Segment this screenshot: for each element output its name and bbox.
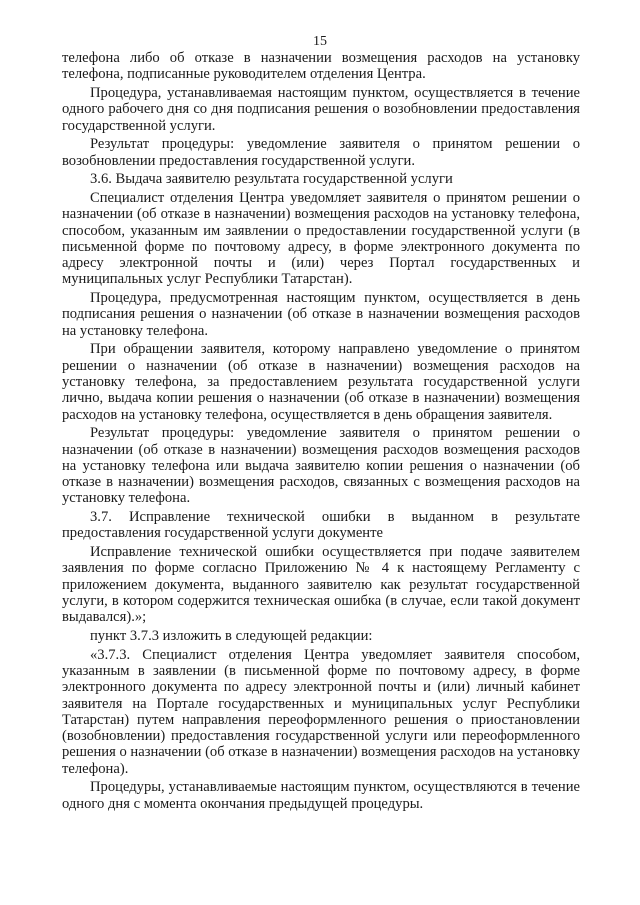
document-body (62, 50, 580, 814)
paragraph: Специалист отделения Центра уведомляет заявителя о принятом решении о назначении (об отказе в назначении) возмещения расходов на установку телефона, способом, указанным им заявлении о предоставлении государственной услуги (в письменной форме по почтовому адресу, в форме электронного документа по адресу электронной почты и (или) через Портал государственных и муниципальных услуг Республики Татарстан). (62, 189, 580, 288)
page-number: 15 (313, 34, 327, 49)
paragraph: При обращении заявителя, которому направлено уведомление о принятом решении о назначении (об отказе в назначении) возмещения расходов на установку телефона, за предоставлением результата государственной услуги лично, выдача копии решения о назначении (об отказе в назначении) возмещения расходов на установку телефона, осуществляется в день обращения заявителя. (62, 341, 580, 423)
paragraph: телефона либо об отказе в назначении возмещения расходов на установку телефона, подписанные руководителем отделения Центра. (62, 50, 580, 83)
paragraph: Процедура, предусмотренная настоящим пунктом, осуществляется в день подписания решения о назначении (об отказе в назначении возмещения расходов на установку телефона. (62, 290, 580, 339)
paragraph: Результат процедуры: уведомление заявителя о принятом решении о возобновлении предоставления государственной услуги. (62, 136, 580, 169)
section-heading: 3.7. Исправление технической ошибки в выданном в результате предоставления государственной услуги документе (62, 509, 580, 542)
paragraph: Исправление технической ошибки осуществляется при подаче заявителем заявления по форме согласно Приложению № 4 к настоящему Регламенту с приложением документа, выданного заявителю как результат государственной услуги, в котором содержится техническая ошибка (в случае, если такой документ выдавался).»; (62, 544, 580, 626)
paragraph: Процедуры, устанавливаемые настоящим пунктом, осуществляются в течение одного дня с момента окончания предыдущей процедуры. (62, 779, 580, 812)
amendment-instruction: пункт 3.7.3 изложить в следующей редакции: (90, 628, 373, 644)
paragraph: Результат процедуры: уведомление заявителя о принятом решении о назначении (об отказе в назначении) возмещения расходов возмещения расходов на установку телефона или выдача заявителю копии решения о назначении (об отказе в назначении) возмещения расходов, связанных с возмещения расходов на установку телефона. (62, 425, 580, 507)
section-heading: 3.6. Выдача заявителю результата государственной услуги (90, 171, 453, 188)
paragraph: Процедура, устанавливаемая настоящим пунктом, осуществляется в течение одного рабочего дня со дня подписания решения о возобновлении предоставления государственной услуги. (62, 84, 580, 134)
paragraph: «3.7.3. Специалист отделения Центра уведомляет заявителя способом, указанным в заявлении (в письменной форме по почтовому адресу, в форме электронного документа по адресу электронной почты и (или) личный кабинет заявителя на Портале государственных и муниципальных услуг Республики Татарстан) путем направления переоформленного решения о приостановлении (возобновлении) предоставления государственной услуги или переоформленного решения о назначении (об отказе в назначении) возмещения расходов на установку телефона). (62, 646, 580, 777)
